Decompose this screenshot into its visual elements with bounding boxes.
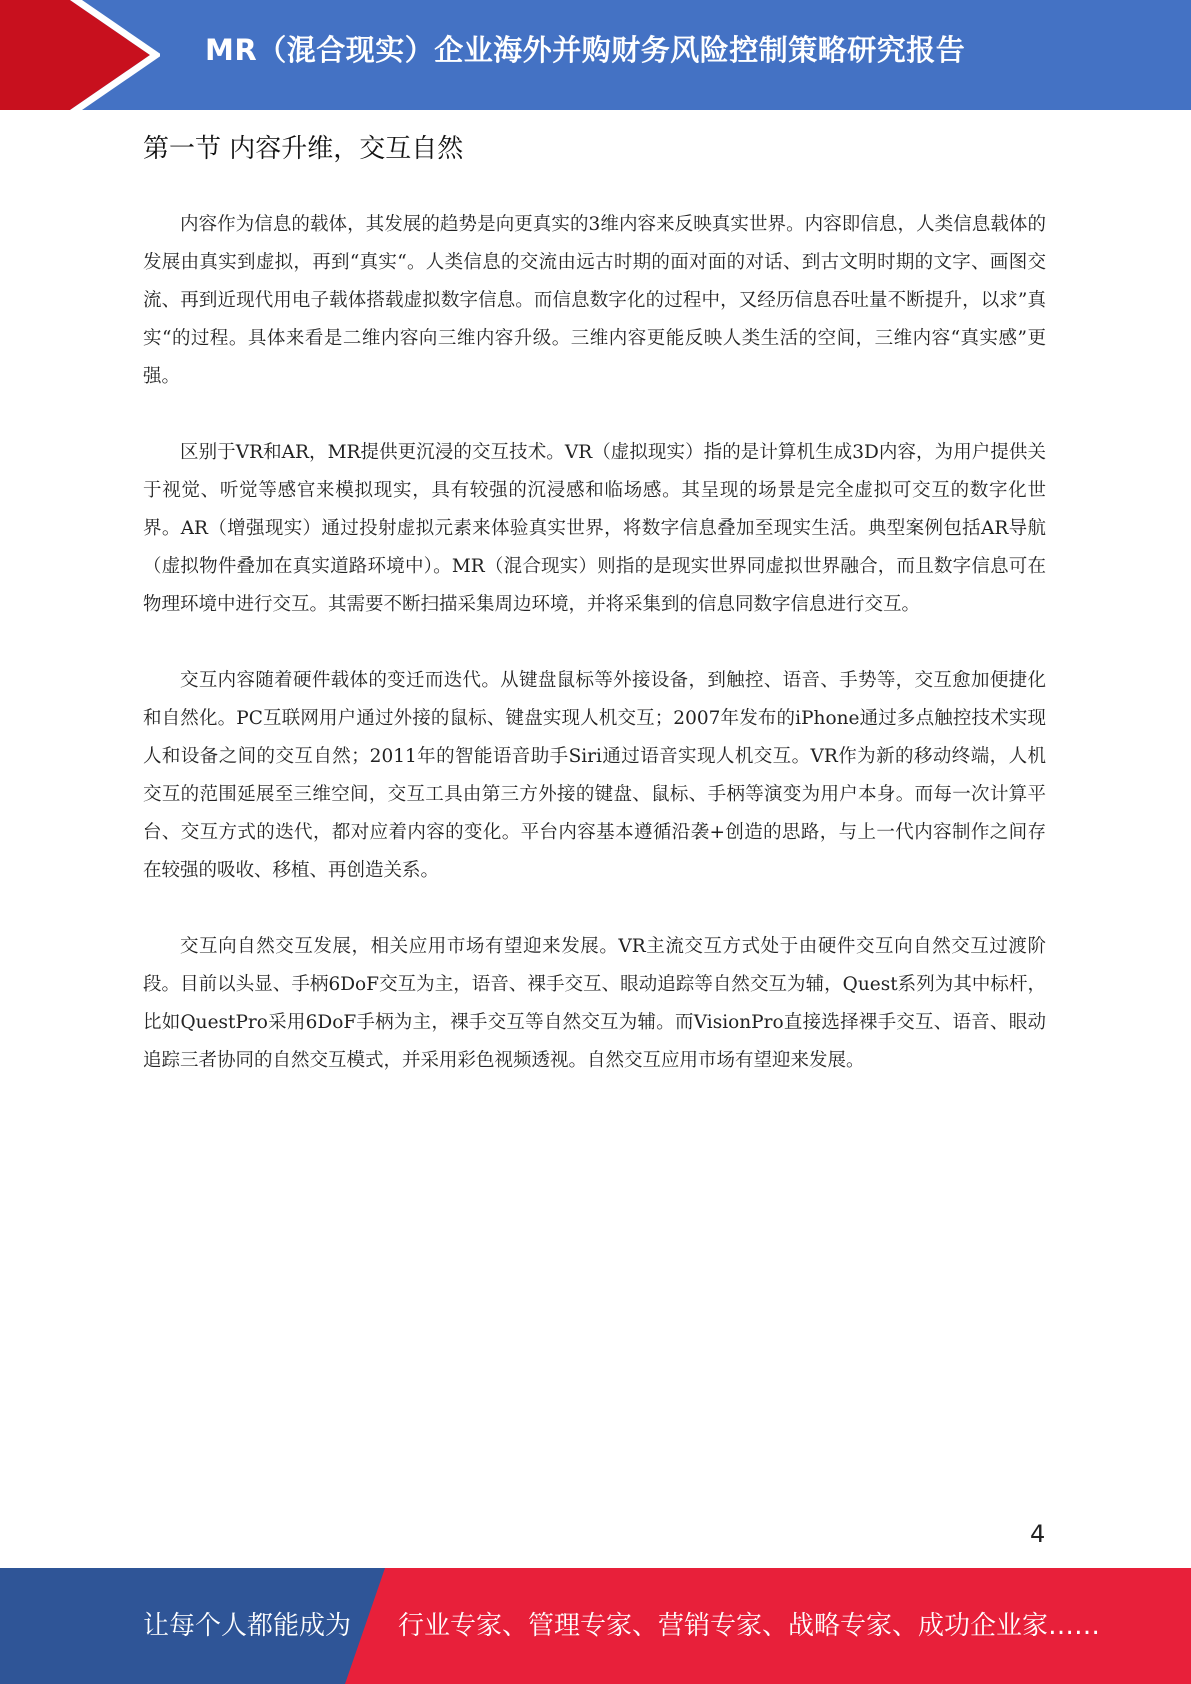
page-footer <box>0 1568 1191 1684</box>
report-header <box>0 0 1191 110</box>
footer-slogan-right: 行业专家、管理专家、营销专家、战略专家、成功企业家…… <box>398 1611 1101 1641</box>
header-chevron-decoration <box>0 0 160 110</box>
paragraph: 交互向自然交互发展，相关应用市场有望迎来发展。VR主流交互方式处于由硬件交互向自然交互过渡阶段。目前以头显、手柄6DoF交互为主，语音、裸手交互、眼动追踪等自然交互为辅，Quest系列为其中标杆，比如QuestPro采用6DoF手柄为主，裸手交互等自然交互为辅。而VisionPro直接选择裸手交互、语音、眼动追踪三者协同的自然交互模式，并采用彩色视频透视。自然交互应用市场有望迎来发展。 <box>143 936 1046 1071</box>
paragraph: 交互内容随着硬件载体的变迁而迭代。从键盘鼠标等外接设备，到触控、语音、手势等，交互愈加便捷化和自然化。PC互联网用户通过外接的鼠标、键盘实现人机交互；2007年发布的iPhone通过多点触控技术实现人和设备之间的交互自然；2011年的智能语音助手Siri通过语音实现人机交互。VR作为新的移动终端，人机交互的范围延展至三维空间，交互工具由第三方外接的键盘、鼠标、手柄等演变为用户本身。而每一次计算平台、交互方式的迭代，都对应着内容的变化。平台内容基本遵循沿袭+创造的思路，与上一代内容制作之间存在较强的吸收、移植、再创造关系。 <box>143 670 1046 881</box>
page-number: 4 <box>1030 1520 1046 1548</box>
footer-slogan-left: 让每个人都能成为 <box>143 1611 352 1641</box>
report-title: MR（混合现实）企业海外并购财务风险控制策略研究报告 <box>205 33 966 67</box>
body-text <box>143 206 1046 1118</box>
paragraph: 区别于VR和AR，MR提供更沉浸的交互技术。VR（虚拟现实）指的是计算机生成3D内容，为用户提供关于视觉、听觉等感官来模拟现实，具有较强的沉浸感和临场感。其呈现的场景是完全虚拟可交互的数字化世界。AR（增强现实）通过投射虚拟元素来体验真实世界，将数字信息叠加至现实生活。典型案例包括AR导航（虚拟物件叠加在真实道路环境中）。MR（混合现实）则指的是现实世界同虚拟世界融合，而且数字信息可在物理环境中进行交互。其需要不断扫描采集周边环境，并将采集到的信息同数字信息进行交互。 <box>143 442 1046 615</box>
section-heading: 第一节 内容升维，交互自然 <box>143 134 464 164</box>
paragraph: 内容作为信息的载体，其发展的趋势是向更真实的3维内容来反映真实世界。内容即信息，人类信息载体的发展由真实到虚拟，再到“真实“。人类信息的交流由远古时期的面对面的对话、到古文明时期的文字、画图交流、再到近现代用电子载体搭载虚拟数字信息。而信息数字化的过程中，又经历信息吞吐量不断提升，以求”真实“的过程。具体来看是二维内容向三维内容升级。三维内容更能反映人类生活的空间，三维内容“真实感”更强。 <box>143 214 1046 387</box>
